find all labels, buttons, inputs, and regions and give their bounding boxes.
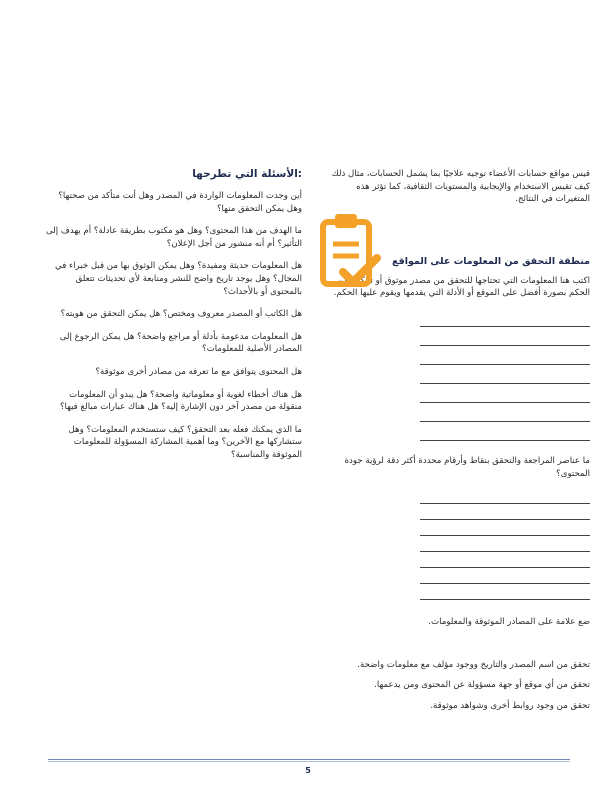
question-item: هل الكاتب أو المصدر معروف ومختص؟ هل يمكن التحقق من هويته؟ <box>60 309 302 320</box>
question-item: هل المعلومات حديثة ومفيدة؟ وهل يمكن الوثوق بها من قبل خبراء في المجال؟ وهل يوجد تاريخ واضح للنشر ومتابعة لأي تحديثات تتعلق بالمحتوى أو بالأحداث؟ <box>55 261 302 297</box>
answer-lines-2 <box>330 488 590 600</box>
answer-line[interactable] <box>420 584 590 600</box>
answer-line[interactable] <box>420 520 590 536</box>
answer-line[interactable] <box>420 365 590 384</box>
question-item: أين وجدت المعلومات الواردة في المصدر وهل أنت متأكد من صحتها؟ وهل يمكن التحقق منها؟ <box>58 191 302 214</box>
clipboard-check-icon <box>313 208 383 302</box>
footer-note: ضع علامة على المصادر الموثوقة والمعلومات. <box>428 617 590 628</box>
question-item: ما الذي يمكنك فعله بعد التحقق؟ كيف ستستخدم المعلومات؟ وهل ستشاركها مع الآخرين؟ وما أهمية المشاركة المسؤولة للمعلومات الموثوقة والمناسبة؟ <box>68 424 302 460</box>
left-column <box>44 168 302 472</box>
tips-list <box>330 659 590 713</box>
answer-line[interactable] <box>420 568 590 584</box>
answer-line[interactable] <box>420 504 590 520</box>
answer-lines-1 <box>330 308 590 441</box>
question-item: هل هناك أخطاء لغوية أو معلوماتية واضحة؟ هل يبدو أن المعلومات منقولة من مصدر آخر دون الإشارة إليه؟ هل هناك عبارات مبالغ فيها؟ <box>59 389 302 413</box>
question-item: ما الهدف من هذا المحتوى؟ وهل هو مكتوب بطريقة عادلة؟ أم يهدف إلى التأثير؟ أم أنه منشور من أجل الإعلان؟ <box>46 226 302 249</box>
answer-line[interactable] <box>420 536 590 552</box>
answer-line[interactable] <box>420 403 590 422</box>
page-number: 5 <box>305 766 311 775</box>
footer-rule <box>48 759 570 760</box>
answer-line[interactable] <box>420 327 590 346</box>
question-item: هل المعلومات مدعومة بأدلة أو مراجع واضحة؟ هل يمكن الرجوع إلى المصادر الأصلية للمعلومات؟ <box>59 331 302 355</box>
footer-rule-secondary <box>48 761 570 762</box>
answer-line[interactable] <box>420 308 590 327</box>
box-intro: اكتب هنا المعلومات التي تحتاجها للتحقق من مصدر موثوق أو تمكنك من الحكم بصورة أفضل على الموقع أو الأدلة التي يقدمها ويقوم عليها الحكم. <box>333 275 590 299</box>
question-item: هل المحتوى يتوافق مع ما تعرفه من مصادر أخرى موثوقة؟ <box>95 366 302 377</box>
tip-item: تحقق من وجود روابط أخرى وشواهد موثوقة. <box>430 700 590 711</box>
box-prompt: ما عناصر المراجعة والتحقق بنقاط وأرقام محددة أكثر دقة لرؤية جودة المحتوى؟ <box>344 455 590 479</box>
intro-paragraph: قيس مواقع حسابات الأعضاء توجيه علاجيًا بما يشمل الحسابات، مثال ذلك كيف تقيس الاستخدام والإيجابية والمستويات الثقافية، كما تؤثر هذه المتغيرات في النتائج. <box>331 169 590 205</box>
answer-line[interactable] <box>420 384 590 403</box>
tip-item: تحقق من اسم المصدر والتاريخ ووجود مؤلف مع معلومات واضحة. <box>357 659 590 670</box>
answer-line[interactable] <box>420 552 590 568</box>
tip-item: تحقق من أي موقع أو جهة مسؤولة عن المحتوى ومن يدعمها. <box>374 680 590 691</box>
answer-line[interactable] <box>420 346 590 365</box>
box-title: منطقة التحقق من المعلومات على المواقع <box>391 255 590 267</box>
answer-line[interactable] <box>420 488 590 504</box>
answer-line[interactable] <box>420 422 590 441</box>
questions-heading: :الأسئلة التي تطرحها <box>192 168 302 180</box>
